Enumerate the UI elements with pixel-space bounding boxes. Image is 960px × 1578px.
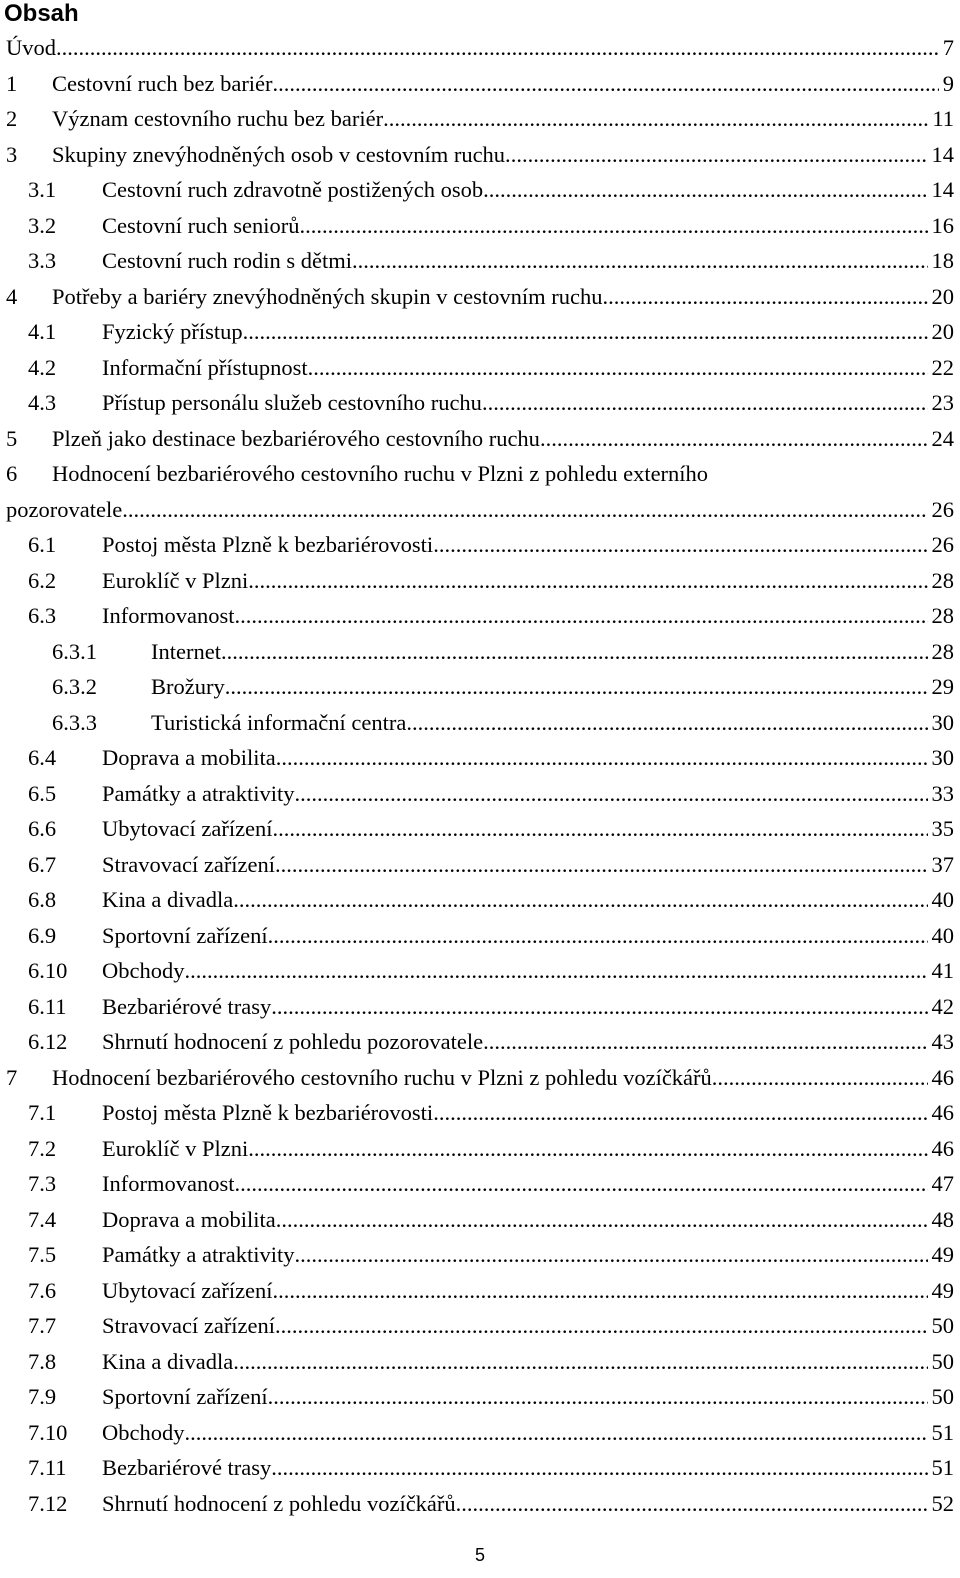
toc-entry-title: Skupiny znevýhodněných osob v cestovním ruchu. bbox=[52, 141, 511, 167]
toc-entry-title: Sportovní zařízení bbox=[102, 1384, 268, 1409]
toc-entry-number: 6.3.1 bbox=[52, 638, 97, 664]
toc-entry-link[interactable] bbox=[102, 243, 954, 279]
toc-entry-link[interactable] bbox=[102, 882, 954, 918]
toc-entry-link[interactable] bbox=[102, 1415, 954, 1451]
toc-entry[interactable] bbox=[6, 1273, 954, 1309]
toc-page-number: 48 bbox=[931, 1206, 954, 1232]
toc-title-wrap bbox=[151, 669, 928, 705]
toc-title-wrap bbox=[102, 1344, 928, 1380]
table-of-contents bbox=[6, 30, 954, 1521]
toc-entry-title: Bezbariérové trasy bbox=[102, 993, 272, 1019]
toc-page-number: 18 bbox=[931, 248, 954, 273]
toc-entry[interactable] bbox=[6, 1095, 954, 1131]
toc-page-number: 14 bbox=[931, 177, 954, 202]
toc-heading: Obsah bbox=[4, 0, 79, 27]
toc-entry-link[interactable] bbox=[151, 634, 954, 670]
toc-entry[interactable] bbox=[6, 1415, 954, 1451]
toc-title-wrap bbox=[52, 279, 928, 315]
toc-leader-dots bbox=[456, 1486, 928, 1522]
toc-entry-title: Fyzický přístup bbox=[102, 319, 243, 344]
toc-entry-link[interactable] bbox=[151, 705, 954, 741]
toc-title-wrap bbox=[102, 527, 928, 563]
toc-leader-dots bbox=[276, 1202, 928, 1238]
toc-leader-dots bbox=[712, 1060, 928, 1096]
toc-entry-link[interactable] bbox=[102, 1095, 954, 1131]
toc-entry-number: 4.3 bbox=[28, 390, 57, 415]
toc-entry-number: 7.10 bbox=[28, 1419, 68, 1445]
toc-entry-link[interactable] bbox=[102, 1344, 954, 1380]
toc-page-number: 30 bbox=[931, 745, 954, 770]
toc-page-number: 46 bbox=[931, 1064, 954, 1090]
toc-page-number: 20 bbox=[931, 319, 954, 344]
page-number: 5 bbox=[474, 1545, 485, 1565]
toc-entry-number: 7.6 bbox=[28, 1277, 57, 1303]
toc-entry[interactable] bbox=[6, 456, 954, 492]
toc-entry-title: Úvod bbox=[6, 35, 56, 60]
toc-entry-title: Plzeň jako destinace bezbariérového cestovního ruchu bbox=[52, 425, 540, 451]
toc-entry[interactable] bbox=[6, 989, 954, 1025]
toc-title-wrap bbox=[102, 314, 928, 350]
toc-entry-number: 5 bbox=[6, 425, 18, 451]
toc-entry-title: Přístup personálu služeb cestovního ruchu bbox=[102, 390, 482, 415]
toc-entry-number: 6.7 bbox=[28, 851, 57, 877]
toc-entry-link[interactable] bbox=[102, 811, 954, 847]
toc-title-wrap bbox=[6, 492, 928, 528]
toc-title-wrap bbox=[102, 882, 928, 918]
toc-leader-dots bbox=[540, 421, 928, 457]
toc-page-number: 51 bbox=[931, 1419, 954, 1445]
toc-entry-number: 6.3.2 bbox=[52, 674, 97, 699]
toc-leader-dots bbox=[482, 385, 928, 421]
toc-entry-title: Cestovní ruch bez bariér bbox=[52, 70, 273, 96]
toc-leader-dots bbox=[273, 66, 939, 102]
toc-title-wrap bbox=[52, 1060, 928, 1096]
toc-title-wrap bbox=[102, 1095, 928, 1131]
toc-entry-title: Shrnutí hodnocení z pohledu pozorovatele bbox=[102, 1029, 484, 1054]
toc-entry-number: 7.1 bbox=[28, 1100, 57, 1125]
toc-entry-link[interactable] bbox=[102, 1166, 954, 1202]
toc-title-wrap bbox=[102, 1415, 928, 1451]
toc-entry[interactable] bbox=[6, 1379, 954, 1415]
toc-leader-dots bbox=[221, 634, 928, 670]
toc-entry-title: Doprava a mobilita bbox=[102, 1206, 276, 1232]
toc-entry[interactable] bbox=[6, 279, 954, 315]
toc-title-wrap bbox=[102, 847, 928, 883]
toc-entry-number: 7.4 bbox=[28, 1206, 57, 1232]
toc-entry-title: Postoj města Plzně k bezbariérovosti bbox=[102, 1100, 434, 1125]
toc-entry-number: 2 bbox=[6, 106, 18, 131]
toc-entry-number: 7 bbox=[6, 1064, 18, 1090]
toc-title-wrap bbox=[52, 101, 928, 137]
toc-entry-number: 4.1 bbox=[28, 319, 57, 344]
toc-page-number: 50 bbox=[931, 1313, 954, 1338]
toc-entry-number: 6.10 bbox=[28, 958, 68, 983]
toc-page-number: 33 bbox=[931, 780, 954, 806]
toc-entry-number: 6.11 bbox=[28, 993, 67, 1019]
toc-entry[interactable] bbox=[6, 882, 954, 918]
toc-title-wrap bbox=[102, 243, 928, 279]
toc-entry[interactable] bbox=[6, 811, 954, 847]
toc-entry-title: Informovanost bbox=[102, 603, 235, 628]
toc-leader-dots bbox=[275, 847, 927, 883]
toc-entry-link[interactable] bbox=[52, 1060, 954, 1096]
toc-entry-link[interactable] bbox=[102, 208, 954, 244]
toc-title-wrap bbox=[6, 30, 939, 66]
toc-entry-title: Ubytovací zařízení bbox=[102, 1277, 273, 1303]
toc-title-wrap bbox=[102, 1131, 928, 1167]
toc-entry-title: Obchody bbox=[102, 1419, 185, 1445]
toc-entry[interactable] bbox=[6, 243, 954, 279]
toc-entry-title: Sportovní zařízení bbox=[102, 922, 268, 948]
toc-leader-dots bbox=[122, 492, 927, 528]
toc-leader-dots bbox=[483, 1024, 927, 1060]
toc-leader-dots bbox=[275, 1308, 927, 1344]
toc-entry[interactable] bbox=[6, 669, 954, 705]
toc-entry-title: Kina a divadla bbox=[102, 887, 234, 912]
toc-leader-dots bbox=[56, 30, 939, 66]
toc-title-wrap bbox=[102, 1273, 928, 1309]
toc-leader-dots bbox=[268, 1379, 928, 1415]
toc-entry-link[interactable] bbox=[102, 385, 954, 421]
toc-page-number: 20 bbox=[931, 283, 954, 309]
toc-entry-link[interactable] bbox=[52, 279, 954, 315]
toc-leader-dots bbox=[268, 918, 928, 954]
toc-page-number: 50 bbox=[931, 1384, 954, 1409]
toc-entry-link[interactable] bbox=[102, 1486, 954, 1522]
toc-page-number: 52 bbox=[931, 1490, 954, 1516]
toc-leader-dots bbox=[248, 563, 927, 599]
toc-entry-link[interactable] bbox=[102, 563, 954, 599]
toc-entry-title: Stravovací zařízení bbox=[102, 1313, 276, 1338]
toc-page-number: 40 bbox=[931, 887, 954, 912]
toc-entry[interactable] bbox=[6, 598, 954, 634]
toc-entry-link[interactable] bbox=[102, 1237, 954, 1273]
toc-entry-number: 6.3.3 bbox=[52, 709, 97, 735]
toc-entry-number: 3.1 bbox=[28, 177, 57, 202]
toc-entry[interactable] bbox=[6, 1131, 954, 1167]
toc-title-wrap bbox=[52, 421, 928, 457]
toc-entry-number: 3 bbox=[6, 141, 18, 167]
toc-entry[interactable] bbox=[6, 634, 954, 670]
toc-entry-title: Hodnocení bezbariérového cestovního ruchu v Plzni z pohledu vozíčkářů bbox=[52, 1064, 712, 1090]
toc-entry-title: Stravovací zařízení bbox=[102, 851, 276, 877]
toc-entry-title: Hodnocení bezbariérového cestovního ruchu v Plzni z pohledu externího bbox=[52, 461, 709, 486]
toc-leader-dots bbox=[271, 1450, 927, 1486]
toc-leader-dots bbox=[308, 350, 928, 386]
toc-entry-number: 6.6 bbox=[28, 816, 57, 841]
toc-entry-number: 1 bbox=[6, 70, 18, 96]
toc-page-number: 47 bbox=[931, 1171, 954, 1196]
toc-leader-dots bbox=[299, 208, 927, 244]
toc-entry-link[interactable] bbox=[102, 953, 954, 989]
toc-title-wrap bbox=[102, 918, 928, 954]
toc-entry[interactable] bbox=[6, 1202, 954, 1238]
toc-title-wrap bbox=[102, 172, 928, 208]
toc-entry[interactable] bbox=[6, 30, 954, 66]
toc-entry-title: Postoj města Plzně k bezbariérovosti bbox=[102, 532, 434, 557]
toc-entry[interactable] bbox=[6, 137, 954, 173]
toc-entry-link[interactable] bbox=[102, 1024, 954, 1060]
toc-entry-link[interactable] bbox=[6, 30, 954, 66]
toc-entry[interactable] bbox=[6, 1024, 954, 1060]
toc-page-number: 37 bbox=[931, 851, 954, 877]
toc-entry[interactable] bbox=[6, 847, 954, 883]
toc-page-number: 46 bbox=[931, 1100, 954, 1125]
toc-page-number: 16 bbox=[931, 212, 954, 238]
toc-page-number: 29 bbox=[931, 674, 954, 699]
toc-entry[interactable] bbox=[6, 350, 954, 386]
toc-leader-dots bbox=[433, 527, 927, 563]
toc-leader-dots bbox=[243, 314, 928, 350]
toc-title-wrap bbox=[102, 385, 928, 421]
toc-title-wrap bbox=[102, 563, 928, 599]
toc-entry-title: Cestovní ruch zdravotně postižených osob bbox=[102, 177, 484, 202]
toc-title-wrap bbox=[102, 1486, 928, 1522]
toc-leader-dots bbox=[483, 172, 927, 208]
toc-entry-number: 6.2 bbox=[28, 567, 57, 593]
toc-entry[interactable] bbox=[6, 776, 954, 812]
toc-title-wrap bbox=[102, 1237, 928, 1273]
toc-entry-link[interactable] bbox=[6, 492, 954, 528]
toc-entry-number: 7.9 bbox=[28, 1384, 57, 1409]
toc-entry[interactable] bbox=[6, 1060, 954, 1096]
toc-entry-number: 4 bbox=[6, 283, 18, 309]
toc-entry-link[interactable] bbox=[102, 1308, 954, 1344]
toc-entry-title: Památky a atraktivity bbox=[102, 780, 295, 806]
toc-entry-link[interactable] bbox=[102, 989, 954, 1025]
toc-title-wrap bbox=[102, 953, 928, 989]
toc-entry-number: 7.5 bbox=[28, 1242, 57, 1267]
toc-page-number: 40 bbox=[931, 922, 954, 948]
toc-entry-title: Internet bbox=[151, 638, 221, 664]
toc-entry-title: Cestovní ruch rodin s dětmi bbox=[102, 248, 352, 273]
toc-entry-title: Bezbariérové trasy bbox=[102, 1455, 272, 1480]
toc-leader-dots bbox=[294, 1237, 927, 1273]
toc-entry-number: 7.7 bbox=[28, 1313, 57, 1338]
toc-entry[interactable] bbox=[6, 314, 954, 350]
toc-entry[interactable] bbox=[6, 1450, 954, 1486]
toc-title-wrap bbox=[52, 66, 939, 102]
toc-entry-link[interactable] bbox=[102, 776, 954, 812]
toc-entry[interactable] bbox=[6, 1166, 954, 1202]
toc-entry-number: 6 bbox=[6, 461, 18, 486]
toc-entry[interactable] bbox=[6, 953, 954, 989]
toc-entry-title: Euroklíč v Plzni bbox=[102, 1135, 249, 1161]
toc-entry-title: Brožury bbox=[151, 674, 225, 699]
toc-leader-dots bbox=[248, 1131, 927, 1167]
toc-entry[interactable] bbox=[6, 1344, 954, 1380]
toc-entry-title: Informovanost bbox=[102, 1171, 235, 1196]
toc-page-number: 23 bbox=[931, 390, 954, 415]
toc-entry-link[interactable] bbox=[102, 740, 954, 776]
toc-entry-link[interactable] bbox=[102, 172, 954, 208]
toc-leader-dots bbox=[602, 279, 927, 315]
toc-title-wrap bbox=[102, 1024, 928, 1060]
toc-entry-number: 6.8 bbox=[28, 887, 57, 912]
toc-entry[interactable] bbox=[6, 66, 954, 102]
toc-page-number: 49 bbox=[931, 1277, 954, 1303]
toc-page-number: 42 bbox=[931, 993, 954, 1019]
toc-leader-dots bbox=[233, 1344, 927, 1380]
toc-entry-title: Ubytovací zařízení bbox=[102, 816, 273, 841]
toc-entry-number: 6.3 bbox=[28, 603, 57, 628]
toc-entry[interactable] bbox=[6, 1308, 954, 1344]
toc-entry[interactable] bbox=[6, 918, 954, 954]
toc-leader-dots bbox=[234, 1166, 927, 1202]
toc-entry[interactable] bbox=[6, 208, 954, 244]
toc-title-wrap bbox=[52, 137, 928, 173]
toc-entry-number: 7.8 bbox=[28, 1348, 57, 1374]
toc-leader-dots bbox=[271, 989, 927, 1025]
toc-entry[interactable] bbox=[6, 705, 954, 741]
toc-entry-number: 4.2 bbox=[28, 354, 57, 380]
toc-title-wrap bbox=[151, 705, 928, 741]
toc-page-number: 28 bbox=[931, 638, 954, 664]
toc-entry-number: 6.4 bbox=[28, 745, 57, 770]
toc-entry-title: Obchody bbox=[102, 958, 185, 983]
toc-page-number: 51 bbox=[931, 1455, 954, 1480]
toc-entry-number: 7.2 bbox=[28, 1135, 57, 1161]
toc-title-wrap bbox=[102, 598, 928, 634]
toc-entry-number: 7.12 bbox=[28, 1490, 68, 1516]
toc-entry-link[interactable] bbox=[102, 847, 954, 883]
toc-title-wrap bbox=[102, 989, 928, 1025]
toc-leader-dots bbox=[276, 740, 928, 776]
toc-leader-dots bbox=[185, 1415, 928, 1451]
toc-page-number: 50 bbox=[931, 1348, 954, 1374]
toc-title-wrap bbox=[102, 1450, 928, 1486]
toc-page-number: 28 bbox=[931, 603, 954, 628]
toc-entry-title: Turistická informační centra bbox=[151, 709, 407, 735]
toc-leader-dots bbox=[273, 811, 928, 847]
toc-entry-link[interactable] bbox=[52, 421, 954, 457]
toc-entry-title: Cestovní ruch seniorů bbox=[102, 212, 300, 238]
toc-page-number: 41 bbox=[931, 958, 954, 983]
toc-entry[interactable] bbox=[6, 563, 954, 599]
toc-leader-dots bbox=[383, 101, 928, 137]
toc-entry-link[interactable] bbox=[52, 101, 954, 137]
toc-entry-link[interactable] bbox=[52, 137, 954, 173]
toc-leader-dots bbox=[185, 953, 928, 989]
toc-title-wrap bbox=[102, 811, 928, 847]
toc-entry-link[interactable] bbox=[102, 918, 954, 954]
toc-entry-title: Shrnutí hodnocení z pohledu vozíčkářů bbox=[102, 1490, 456, 1516]
toc-page-number: 14 bbox=[931, 141, 954, 167]
toc-page-number: 46 bbox=[931, 1135, 954, 1161]
toc-entry-link[interactable] bbox=[102, 1131, 954, 1167]
toc-entry-title: Význam cestovního ruchu bez bariér bbox=[52, 106, 384, 131]
toc-page-number: 7 bbox=[942, 35, 954, 60]
toc-page-number: 35 bbox=[931, 816, 954, 841]
toc-entry-title: pozorovatele bbox=[6, 496, 123, 522]
toc-leader-dots bbox=[406, 705, 927, 741]
toc-page-number: 9 bbox=[942, 70, 954, 96]
toc-leader-dots bbox=[511, 137, 928, 173]
toc-entry-number: 7.3 bbox=[28, 1171, 57, 1196]
toc-entry[interactable] bbox=[6, 1486, 954, 1522]
toc-entry-title: Euroklíč v Plzni bbox=[102, 567, 249, 593]
toc-page-number: 43 bbox=[931, 1029, 954, 1054]
toc-page-number: 49 bbox=[931, 1242, 954, 1267]
toc-title-wrap bbox=[102, 1202, 928, 1238]
toc-title-wrap bbox=[102, 776, 928, 812]
toc-entry[interactable] bbox=[6, 527, 954, 563]
toc-page-number: 30 bbox=[931, 709, 954, 735]
toc-entry-number: 6.5 bbox=[28, 780, 57, 806]
toc-entry-link[interactable] bbox=[102, 350, 954, 386]
toc-entry[interactable] bbox=[6, 385, 954, 421]
toc-entry-number: 6.12 bbox=[28, 1029, 68, 1054]
toc-page-number: 24 bbox=[931, 425, 954, 451]
toc-entry-number: 7.11 bbox=[28, 1455, 67, 1480]
toc-entry-number: 6.1 bbox=[28, 532, 57, 557]
toc-entry[interactable] bbox=[6, 101, 954, 137]
toc-leader-dots bbox=[294, 776, 927, 812]
toc-entry-title: Kina a divadla bbox=[102, 1348, 234, 1374]
toc-entry-title: Potřeby a bariéry znevýhodněných skupin v cestovním ruchu bbox=[52, 283, 603, 309]
toc-title-wrap bbox=[102, 208, 928, 244]
toc-title-wrap bbox=[102, 350, 928, 386]
toc-page-number: 26 bbox=[931, 532, 954, 557]
toc-leader-dots bbox=[234, 598, 927, 634]
toc-entry-title: Památky a atraktivity bbox=[102, 1242, 295, 1267]
toc-page-number: 11 bbox=[932, 106, 954, 131]
toc-title-wrap bbox=[102, 1308, 928, 1344]
toc-entry[interactable] bbox=[6, 421, 954, 457]
toc-entry[interactable] bbox=[6, 1237, 954, 1273]
toc-title-wrap bbox=[102, 1379, 928, 1415]
toc-leader-dots bbox=[273, 1273, 928, 1309]
toc-entry-link[interactable] bbox=[102, 314, 954, 350]
toc-entry-link[interactable] bbox=[102, 1273, 954, 1309]
toc-entry-number: 6.9 bbox=[28, 922, 57, 948]
toc-entry-link[interactable] bbox=[102, 1379, 954, 1415]
toc-entry-link[interactable] bbox=[151, 669, 954, 705]
toc-entry[interactable] bbox=[6, 740, 954, 776]
toc-entry-link[interactable] bbox=[102, 1202, 954, 1238]
toc-title-wrap bbox=[102, 740, 928, 776]
toc-leader-dots bbox=[433, 1095, 927, 1131]
toc-page-number: 26 bbox=[931, 496, 954, 522]
toc-title-wrap bbox=[102, 1166, 928, 1202]
toc-leader-dots bbox=[225, 669, 928, 705]
toc-entry-link[interactable] bbox=[102, 527, 954, 563]
toc-entry-link[interactable] bbox=[102, 1450, 954, 1486]
toc-leader-dots bbox=[233, 882, 927, 918]
toc-leader-dots bbox=[352, 243, 928, 279]
toc-title-wrap bbox=[151, 634, 928, 670]
toc-page-number: 28 bbox=[931, 567, 954, 593]
toc-entry-link[interactable] bbox=[102, 598, 954, 634]
toc-entry-title: Doprava a mobilita bbox=[102, 745, 276, 770]
toc-entry[interactable] bbox=[6, 172, 954, 208]
toc-page-number: 22 bbox=[931, 354, 954, 380]
toc-entry-link[interactable] bbox=[52, 66, 954, 102]
toc-entry-continuation[interactable] bbox=[6, 492, 954, 528]
toc-entry-number: 3.3 bbox=[28, 248, 57, 273]
toc-entry-title: Informační přístupnost bbox=[102, 354, 308, 380]
toc-entry-number: 3.2 bbox=[28, 212, 57, 238]
